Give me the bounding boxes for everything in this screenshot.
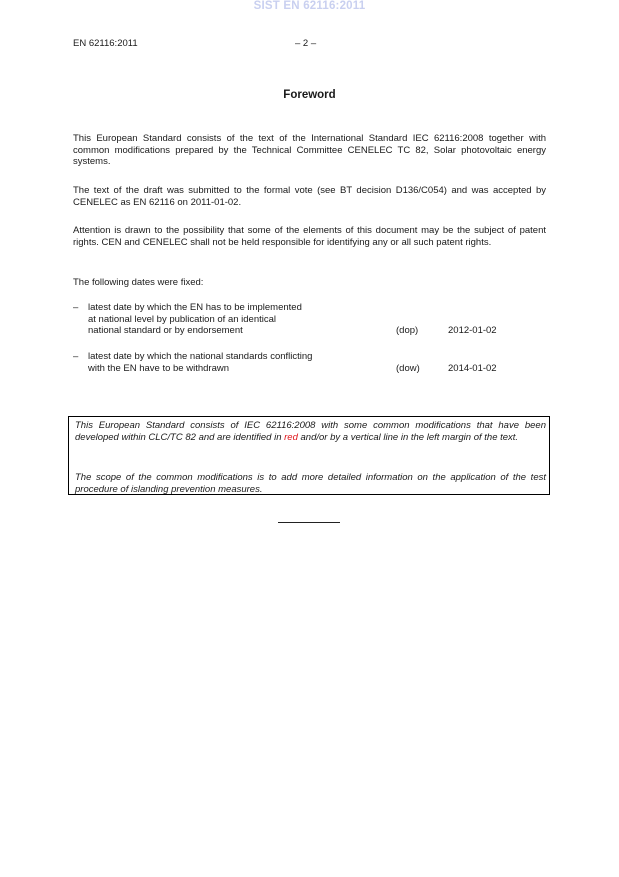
- paragraph-dates-intro: The following dates were fixed:: [73, 277, 204, 288]
- date-item-code: (dop): [396, 325, 419, 336]
- date-item-line: latest date by which the EN has to be implemented: [88, 302, 302, 313]
- end-rule: [278, 522, 340, 523]
- date-item-line: at national level by publication of an identical: [88, 313, 277, 325]
- paragraph-patent: Attention is drawn to the possibility that some of the elements of this document may be the subject of patent rights. CEN and CENELEC shall not be held responsible for identifying any or all such patent rights.: [73, 225, 546, 248]
- date-item-line: with the EN have to be withdrawn: [88, 362, 229, 374]
- note-text: This European Standard consists of IEC 62116:2008 with some common modifications that have been developed within CLC/TC 82 and are identified in: [75, 420, 546, 443]
- paragraph-vote: The text of the draft was submitted to the formal vote (see BT decision D136/C054) and was accepted by CENELEC as EN 62116 on 2011-01-02.: [73, 185, 546, 208]
- date-item-date: 2012-01-02: [448, 325, 497, 336]
- date-item-code: (dow): [396, 363, 420, 374]
- date-item-dop-text: [88, 302, 388, 337]
- note-red-word: red: [284, 431, 298, 443]
- page-number: – 2 –: [295, 38, 317, 49]
- common-modifications-note: [68, 416, 550, 495]
- date-item-dow-text: [88, 351, 388, 374]
- date-item-date: 2014-01-02: [448, 363, 497, 374]
- note-paragraph-1: [75, 420, 546, 443]
- date-item-line: latest date by which the national standards conflicting: [88, 351, 313, 362]
- note-text: and/or by a vertical line in the left margin of the text.: [300, 431, 519, 443]
- page-title: Foreword: [283, 89, 336, 101]
- note-paragraph-2: The scope of the common modifications is to add more detailed information on the application of the test procedure of islanding prevention measures.: [75, 472, 546, 495]
- list-dash: –: [73, 302, 79, 313]
- list-dash: –: [73, 351, 79, 362]
- document-id: EN 62116:2011: [73, 38, 138, 49]
- date-item-line: national standard or by endorsement: [88, 325, 243, 336]
- paragraph-intro: This European Standard consists of the text of the International Standard IEC 62116:2008 together with common modifications prepared by the Technical Committee CENELEC TC 82, Solar photovoltaic energy systems.: [73, 133, 546, 167]
- watermark: SIST EN 62116:2011: [253, 0, 366, 12]
